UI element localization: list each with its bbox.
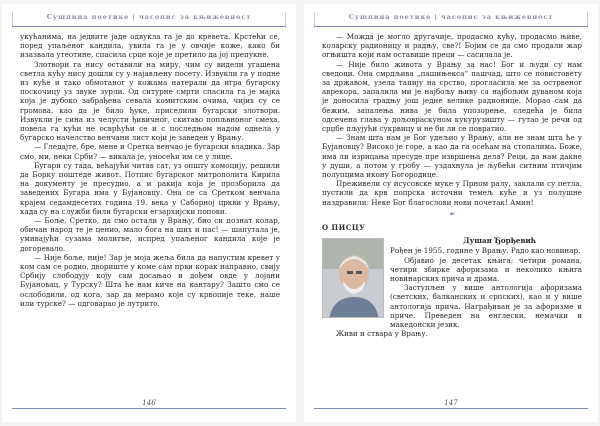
author-name: Душан Ђорђевић [463,236,536,246]
bio-paragraph: Рођен је 1955. године у Врању. Радо као новинар. [390,246,581,256]
section-ornament: ☙ [448,209,456,218]
header-divider-right [285,12,286,26]
paragraph: укућанима, на једвите јаде одвукла га је до кревета. Крстећи се, поред упаљеног кандила, увила га је у овчије коже, како би изазвала утеотине, спасила срце које је претило да јој препукне. [20,32,280,60]
paragraph: — Знам шта нам је Бог удељио у Врању, али не знам шта ће у Бујановцу? Високо је горе, а као да га осећам на стопалима. Боже, има ли изрицања пресуде пре извршења дела? Реци, да нам дакне у души, а потом у гробу — уздахнула је љубећи ситним птичјим полупцима икону Богородице. [322,133,582,180]
footer-rule [12,408,286,409]
paragraph: Преживели су исусовске муке у Прном ралу, заклали су петла, пустили да крв попрска источни темељ куће и уз полушне наздравили: Неке Бог благослови нови почетак! Амин! [322,179,582,207]
paragraph: — Боље, Сретко, да смо остали у Врању, био си познат колар, обичан народ те је ценио, мало бога на ших и пас! — шапутала је, умивајући сузама молитве, испред упаљеног кандила које је догоревало. [20,216,280,253]
page-number: 147 [444,398,458,407]
header-rule [314,26,588,27]
header-divider-right [587,12,588,26]
left-page [2,4,296,422]
header-rule [12,26,286,27]
paragraph: — Гледајте, бре, мене и Сретка венчао је бугарски владика. Зар смо, ми, неки Срби? — викала је, уносећи им се у лице. [20,142,280,161]
paragraph: — Није било живота у Врању за нас! Бог и људи су нам сведоци. Она смрдљива „пашињекса“ пашчад, што се повистовету за државом, узела тапију на срство, прогласила ме за острвеног аврекора, запалила ми је најбољу њиву са најбољим дуваном која је доносила градњу још једне велике радионице. Морао сам да бежим, запалења нива је била упозорење, следећа је била одсечена глава у дољовраскуном кукурузишту — гутао је речи од срџбе пљујући сукрвицу и не би ли се повратио. [322,59,582,134]
paragraph: Злотвори га нису оставили на миру, чим су видели угашена светла кућу нису дошли су у најављену посету. Извукли га у подне из куће и тако обмотаног у кожама натерали да игра бугарску поскочицу уз звуке зурли. Од ситурне смрти спасила га је мајка која је дубоко забрађена севала комитским очима, чијих су се громова, као да је било ђуке, приселили бугарски злотвори. Извукли је сина из челусти ђивичног, скитаво попљвноног смеха, повела га кући не осврћући се и с последњом надом однела у бугарско начелство венчани лист који је заведен у Врању. [20,59,280,143]
header-divider-left [314,12,315,26]
paragraph: — Није боље, није! Зар је моја жеља била да напустим кревет у ком сам се родио, двориште у коме сам први корак направио, свију Србију слободују коју сам досањао и дођем овде у лојани Бујановац, у Турску? Шта ће нам киче на кантару? Зашто смо се ослободили, од кога, зар да мерамо које су крвопије теке, наше или турске? — одговарао је лутрито. [20,252,280,308]
header-divider-left [12,12,13,26]
author-bio [322,236,582,338]
author-photo [322,238,384,318]
bio-paragraph: Живи и ствара у Врању. [336,329,428,339]
right-body-text [322,32,582,339]
right-page [304,4,598,422]
left-body-text [20,32,280,308]
page-number: 146 [142,398,156,407]
author-portrait-icon [323,239,384,318]
about-author-heading: О ПИСЦУ [322,223,366,233]
bio-paragraph: Заступљен у више антологија афоризама (светских, балканских и српских), као и у више антологија прича. Награђиван је за афоризме и приче. Преведен на енглески, немачки и македонски језик. [390,283,582,330]
paragraph: Бугари су тада, већајући читав сат, уз општу комоцију, решили да Борку поштеде живот. Потпис бугарског митрополита Кирила на документу је пресудио, а и ракија која је прозборила да заведених Бугара има у Бујановцу. Она се са Сретком венчала крајем седамдесетих година 19. века у Саборној цркви у Врању, када су на служби били бугарски егзархијски попови. [20,160,280,216]
footer-rule [314,408,588,409]
paragraph: — Можда је могло другачије, продасмо кућу, продасмо њиве, коларску радионицу и радњу, све?! Бојим се да смо продали жар огњишта који нам оставише преци — сасилала је. [322,32,582,60]
running-header: Сушпина поетике | часопис за књижевност [348,13,554,21]
running-header: Сушпина поетике | часопис за књижевност [46,13,252,21]
bio-paragraph: Објавио је десетак књига: четири романа, четири збирке афоризама и неколико књига новинарских прича и драма. [390,255,582,284]
